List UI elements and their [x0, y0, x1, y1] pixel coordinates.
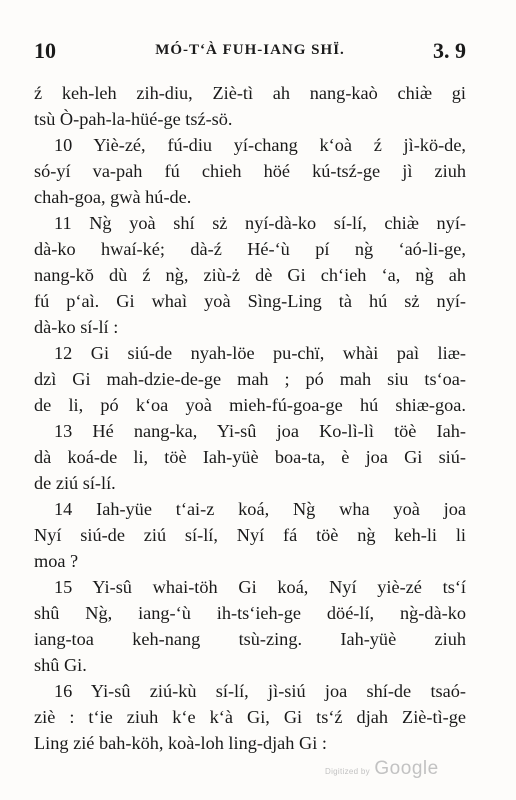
text-line: tsù Ò-pah-la-hüé-ge tsź-sö.: [34, 109, 233, 129]
verse-12-start: 12 Gi siú-de nyah-löe pu-chï, whài paì liæ-: [54, 343, 466, 363]
verse-14-start: 14 Iah-yüe t‘ai-z koá, Ng̀ wha yoà joa: [54, 499, 466, 519]
page-header: [34, 38, 466, 64]
text-line: dzì Gi mah-dzie-de-ge mah ; pó mah siu ts‘oa-: [34, 369, 466, 389]
text-line: nang-kŏ dù ź ng̀, ziù-ż dè Gi ch‘ieh ‘a, ng̀ ah: [34, 265, 466, 285]
verse-15-start: 15 Yi-sû whai-töh Gi koá, Nyí yiè-zé ts‘í: [54, 577, 466, 597]
verse-10-start: 10 Yiè-zé, fú-diu yí-chang k‘oà ź jì-kö-de,: [54, 135, 466, 155]
chapter-verse-ref: 3. 9: [433, 38, 466, 63]
digitized-by-watermark: [325, 758, 439, 780]
text-line: Nyí siú-de ziú sí-lí, Nyí fá töè ng̀ keh-li li: [34, 525, 466, 545]
body-text: [34, 80, 466, 756]
text-line: de li, pó k‘oa yoà mieh-fú-goa-ge hú shiæ-goa.: [34, 395, 466, 415]
text-line: shû Gi.: [34, 655, 87, 675]
text-line: dà-ko sí-lí :: [34, 317, 119, 337]
text-line: chah-goa, gwà hú-de.: [34, 187, 192, 207]
verse-11-start: 11 Ng̀ yoà shí sż nyí-dà-ko sí-lí, chiæ̀ nyí-: [54, 213, 466, 233]
text-line: só-yí va-pah fú chieh höé kú-tsź-ge jì ziuh: [34, 161, 466, 181]
text-line: Ling zié bah-köh, koà-loh ling-djah Gi :: [34, 733, 327, 753]
text-line: fú p‘aì. Gi whaì yoà Sìng-Ling tà hú sż nyí-: [34, 291, 466, 311]
text-line: dà-ko hwaí-ké; dà-ź Hé-‘ù pí ng̀ ‘aó-li-ge,: [34, 239, 466, 259]
text-line: ź keh-leh zih-diu, Ziè-tì ah nang-kaò chiæ̀ gi: [34, 83, 466, 103]
text-line: shû Ng̀, iang-‘ù ih-ts‘ieh-ge döé-lí, ng̀-dà-ko: [34, 603, 466, 623]
verse-13-start: 13 Hé nang-ka, Yi-sû joa Ko-lì-lì töè Iah-: [54, 421, 466, 441]
verse-16-start: 16 Yi-sû ziú-kù sí-lí, jì-siú joa shí-de tsaó-: [54, 681, 466, 701]
text-line: moa ?: [34, 551, 79, 571]
text-line: dà koá-de li, töè Iah-yüè boa-ta, è joa Gi siú-: [34, 447, 466, 467]
google-logo: Google: [374, 758, 439, 779]
text-line: de ziú sí-lí.: [34, 473, 116, 493]
running-title: MÓ-T‘À FUH-IANG SHÏ.: [155, 42, 345, 58]
text-line: ziè : t‘ie ziuh k‘e k‘à Gi, Gi ts‘ź djah Ziè-tì-ge: [34, 707, 466, 727]
watermark-prefix: Digitized by: [325, 767, 370, 776]
page-number: 10: [34, 38, 56, 63]
text-line: iang-toa keh-nang tsù-zing. Iah-yüè ziuh: [34, 629, 466, 649]
